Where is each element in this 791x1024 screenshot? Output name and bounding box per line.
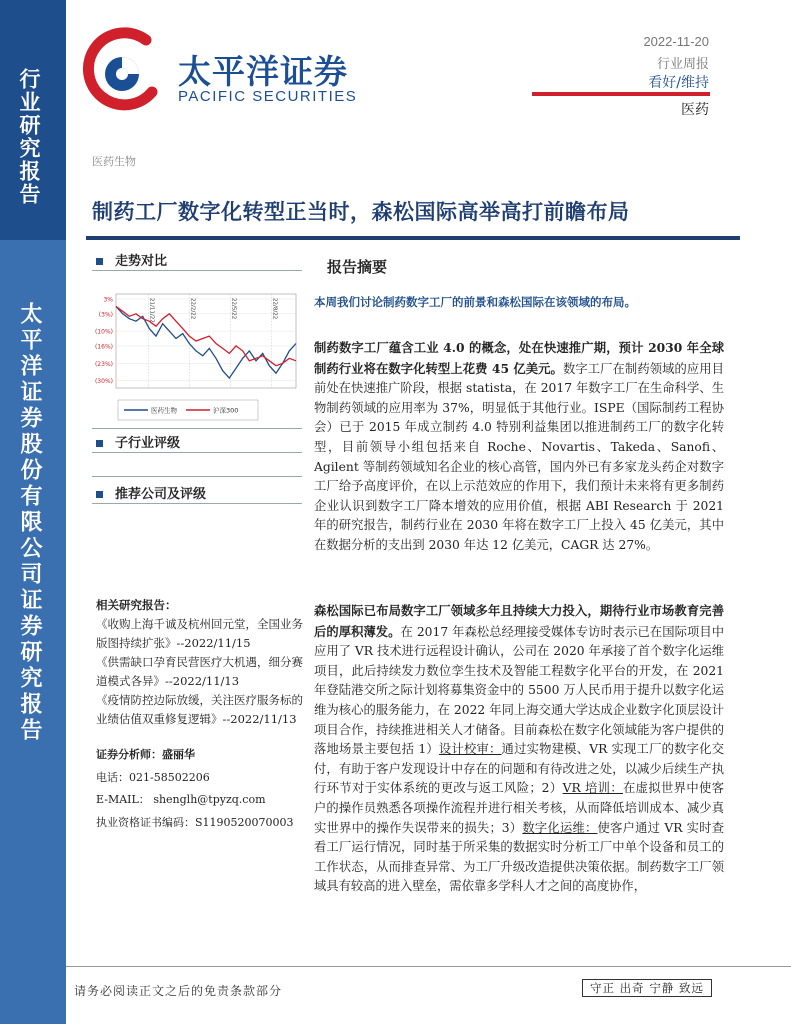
related-reports bbox=[96, 596, 310, 729]
y-tick-label: (16%) bbox=[94, 343, 113, 351]
x-tick-label: 22/2/22 bbox=[189, 298, 196, 320]
related-report-item[interactable]: 《疫情防控边际放缓，关注医疗服务标的业绩估值双重修复逻辑》--2022/11/13 bbox=[96, 693, 303, 726]
page-title: 制药工厂数字化转型正当时，森松国际高举高打前瞻布局 bbox=[92, 200, 630, 224]
analyst-info bbox=[96, 744, 310, 834]
y-tick-label: (10%) bbox=[94, 328, 113, 336]
y-tick-label: (3%) bbox=[98, 311, 113, 319]
related-reports-heading: 相关研究报告： bbox=[96, 598, 177, 612]
section-divider bbox=[92, 428, 302, 429]
x-tick-label: 21/11/22 bbox=[148, 298, 155, 323]
footer-disclaimer: 请务必阅读正文之后的免责条款部分 bbox=[74, 984, 283, 998]
analyst-phone: 电话：021-58502206 bbox=[96, 770, 210, 784]
recommend-company-heading: 推荐公司及评级 bbox=[96, 483, 206, 502]
section-divider bbox=[92, 270, 302, 271]
section-divider bbox=[92, 503, 302, 504]
pacific-securities-logo-icon bbox=[82, 22, 160, 122]
legend-label: 沪深300 bbox=[213, 406, 239, 415]
x-tick-label: 22/5/22 bbox=[230, 298, 237, 320]
y-tick-label: 3% bbox=[103, 296, 113, 304]
abstract-heading: 报告摘要 bbox=[327, 258, 388, 276]
related-report-item[interactable]: 《供需缺口孕育民营医疗大机遇，细分赛道模式各异》--2022/11/13 bbox=[96, 655, 303, 688]
bullet-square-icon bbox=[96, 491, 103, 498]
brand-name-cn: 太平洋证券 bbox=[178, 52, 348, 91]
report-type: 行业周报 bbox=[656, 57, 709, 72]
sidebar-bottom-label: 太平洋证券股份有限公司证券研究报告 bbox=[17, 302, 42, 744]
analyst-line: 证券分析师：盛丽华 bbox=[96, 748, 195, 761]
bullet-square-icon bbox=[96, 440, 103, 447]
sector-label: 医药 bbox=[681, 102, 709, 118]
header-red-divider bbox=[532, 92, 710, 96]
report-date: 2022-11-20 bbox=[643, 34, 709, 49]
analyst-email[interactable]: E-MAIL： shenglh@tpyzq.com bbox=[96, 793, 266, 806]
series-line-csi300 bbox=[116, 306, 296, 365]
trend-heading: 走势对比 bbox=[96, 250, 167, 269]
section-divider bbox=[92, 476, 302, 477]
brand-name-en: PACIFIC SECURITIES bbox=[178, 88, 358, 105]
series-line-pharma-bio bbox=[116, 306, 296, 378]
abstract-intro: 本周我们讨论制药数字工厂的前景和森松国际在该领域的布局。 bbox=[314, 295, 636, 309]
title-divider bbox=[86, 236, 740, 240]
x-tick-label: 22/8/22 bbox=[271, 298, 278, 320]
sidebar-top-band bbox=[0, 0, 66, 240]
trend-comparison-chart bbox=[90, 284, 304, 424]
footer-divider bbox=[66, 966, 791, 967]
category-label: 医药生物 bbox=[92, 155, 136, 168]
abstract-paragraph-2: 森松国际已布局数字工厂领域多年且持续大力投入，期待行业市场教育完善后的厚积薄发。在 2017 年森松总经理接受媒体专访时表示已在国际项目中应用了 VR 技术进行远程设计确认，公司在 2020 年承接了首个数字化运维项目，此后持续发力数位孪生技术及智能工程数字化平台的开发，在 2021 年登陆港交所之际计划将募集资金中的 5500 万人民币用于提升以数字化运维为核心的服务能力，在 2022 年同上海交通大学达成企业数字化顶层设计项目合作，持续推进相关人才储备。目前森松在数字化领域能为客户提供的落地场景主要包括 1）设计校审：通过实物建模、VR 实现工厂的数字化交付，有助于客户发现设计中存在的问题和有待改进之处，以减少后续生产执行环节对于实体系统的更改与返工风险；2）VR 培训：在虚拟世界中使客户的操作员熟悉各项操作流程并进行相关考核，从而降低培训成本、减少真实世界中的操作失误带来的损失；3）数字化运维：使客户通过 VR 实时查看工厂运行情况，同时基于所采集的数据实时分析工厂中单个设备和员工的工作状态，从而排查异常、为工厂升级改造提供决策依据。制药数字工厂领域具有较高的进入壁垒，需依靠多学科人才之间的高度协作， bbox=[314, 603, 724, 894]
sub-industry-rating-heading: 子行业评级 bbox=[96, 432, 180, 451]
analyst-name: 盛丽华 bbox=[162, 748, 195, 761]
abstract-paragraph-1: 制药数字工厂蕴含工业 4.0 的概念，处在快速推广期，预计 2030 年全球制药行业将在数字化转型上花费 45 亿美元。数字工厂在制药领域的应用目前处在快速推广阶段，根据 statista，在 2017 年数字工厂在生命科学、生物制药领域的应用率为 37%，明显低于其他行业。ISPE（国际制药工程协会）已于 2015 年成立制药 4.0 特别利益集团以推进制药工厂的数字化转型，目前领导小组包括来自 Roche、Novartis、Takeda、Sanofi、Agilent 等制药领域知名企业的核心高管，国内外已有多家龙头药企对数字工厂给予高度评价，在以上示范效应的作用下，我们预计未来将有更多制药企业认识到数字工厂降本增效的应用价值，根据 ABI Research 于 2021 年的研究报告，制药行业在 2030 年将在数字工厂上投入 45 亿美元，其中在数据分析的支出到 2030 年达 12 亿美元，CAGR 达 27%。 bbox=[314, 340, 724, 552]
industry-rating: 看好/维持 bbox=[648, 75, 709, 91]
section-divider bbox=[92, 452, 302, 453]
footer-motto: 守正 出奇 宁静 致远 bbox=[582, 979, 712, 997]
sidebar-bottom-band bbox=[0, 240, 66, 1024]
analyst-license: 执业资格证书编码：S1190520070003 bbox=[96, 815, 294, 829]
sidebar-top-label: 行业研究报告 bbox=[17, 68, 41, 206]
bullet-square-icon bbox=[96, 258, 103, 265]
y-tick-label: (23%) bbox=[94, 360, 113, 368]
related-report-item[interactable]: 《收购上海千诚及杭州回元堂，全国业务版图持续扩张》--2022/11/15 bbox=[96, 617, 303, 650]
y-tick-label: (30%) bbox=[94, 378, 113, 386]
legend-label: 医药生物 bbox=[151, 406, 177, 415]
chart-plot-frame bbox=[116, 294, 296, 388]
